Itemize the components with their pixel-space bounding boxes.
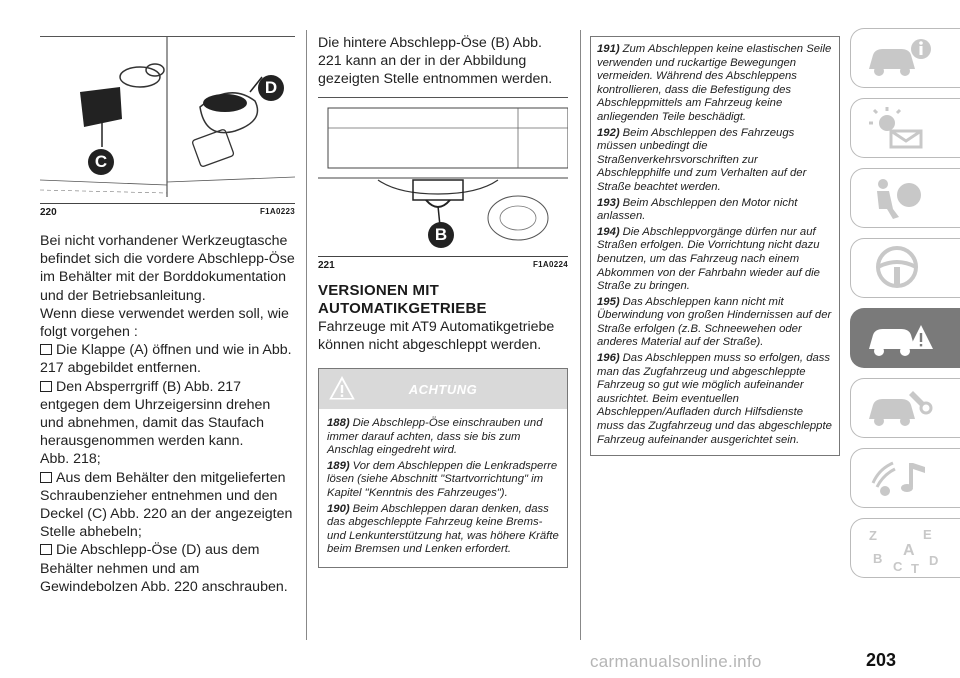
airbag-safety-icon: [865, 175, 935, 221]
figure-id: F1A0224: [532, 259, 568, 269]
note-text: Das Abschleppen muss so erfolgen, dass man das Zugfahrzeug und abgeschleppte Fahrzeug so gut wie möglich aufeinander ausrichtet. Beim eventuellen Abschleppen/Aufladen durch Hilfsdienste muss das Zugfahrzeug und das abgeschleppte Fahrzeug aufeinander ausgerichtet sein.: [597, 352, 832, 446]
figure-number: 220: [40, 207, 57, 218]
warning-notes: [319, 409, 567, 567]
car-info-icon: [865, 35, 935, 81]
note-text: Beim Abschleppen den Motor nicht anlassen.: [597, 196, 798, 223]
figure-220-illustration: [40, 37, 295, 197]
warning-note: [597, 352, 833, 447]
warning-box: [318, 368, 568, 568]
note-number: 194): [597, 225, 620, 238]
tab-airbag-safety[interactable]: [850, 168, 960, 228]
warning-note: [597, 127, 833, 195]
steering-wheel-icon: [865, 245, 935, 291]
figure-id: F1A0223: [259, 207, 295, 216]
note-text: Die Abschlepp-Öse einschrauben und immer darauf achten, dass sie bis zum Anschlag eingedreht wird.: [327, 417, 543, 457]
chapter-tabs: [850, 28, 960, 588]
note-number: 195): [597, 295, 620, 308]
index-letter: T: [911, 561, 919, 575]
note-text: Beim Abschleppen des Fahrzeugs müssen unbedingt die Straßenverkehrsvorschriften zur Abschlepphilfe und zum Verhalten auf der Straße beachtet werden.: [597, 126, 807, 193]
tab-dashboard-lights[interactable]: [850, 98, 960, 158]
warning-note: [597, 226, 833, 294]
dashboard-lights-icon: [865, 105, 935, 151]
section-heading: VERSIONEN MIT AUTOMATIKGETRIEBE: [318, 281, 487, 317]
bullet-item: Die Klappe (A) öffnen und wie in Abb. 217 abgebildet entfernen.: [40, 341, 295, 377]
body-text: [40, 232, 295, 596]
figure-221: [318, 97, 568, 272]
page-number: 203: [866, 650, 897, 670]
index-letter: A: [903, 542, 915, 559]
warning-note: [327, 503, 561, 557]
note-text: Zum Abschleppen keine elastischen Seile verwenden und ruckartige Bewegungen vermeiden. Während des Abschleppens kontrollieren, dass die Befestigung des Abschleppmittels am Fahrzeug keine anliegenden Teile beschädigt.: [597, 43, 832, 123]
figure-label-c: C: [88, 149, 114, 175]
note-text: Die Abschleppvorgänge dürfen nur auf Straßen erfolgen. Die Vorrichtung nicht dazu benutzen, um das Fahrzeug nach einem Abkommen von der Fahrbahn wieder auf die Straße zu bringen.: [597, 225, 820, 293]
bullet-item: Aus dem Behälter den mitgelieferten Schraubenzieher entnehmen und den Deckel (C) Abb. 220 an der angezeigten Stelle abhebeln;: [40, 469, 295, 542]
note-number: 191): [597, 43, 620, 55]
note-text: Das Abschleppen kann nicht mit Überwindung von großen Hindernissen auf der Straße erfolgen (z.B. Schneewehen oder anderes Material auf der Straße).: [597, 295, 832, 349]
figure-label-b: B: [428, 222, 454, 248]
bullet-item: Den Absperrgriff (B) Abb. 217 entgegen dem Uhrzeigersinn drehen und abnehmen, damit das Staufach herausgenommen werden kann.: [40, 378, 295, 451]
watermark: carmanualsonline.info: [590, 652, 762, 671]
tab-steering-wheel[interactable]: [850, 238, 960, 298]
figure-220: [40, 36, 295, 233]
warning-header: [319, 369, 567, 409]
note-text: Beim Abschleppen daran denken, dass das abgeschleppte Fahrzeug keine Brems- und Lenkunterstützung hat, was höhere Kräfte beim Bremsen und Lenken erfordert.: [327, 502, 559, 556]
column-middle: [318, 0, 568, 568]
index-letter: C: [893, 559, 903, 574]
section-text: [318, 318, 568, 354]
column-right: [590, 0, 840, 456]
index-letter: B: [873, 551, 883, 566]
tab-car-info[interactable]: [850, 28, 960, 88]
index-letters-icon: [865, 525, 945, 575]
column-divider: [580, 30, 581, 640]
paragraph: Fahrzeuge mit AT9 Automatikgetriebe können nicht abgeschleppt werden.: [318, 318, 555, 353]
column-divider: [306, 30, 307, 640]
tab-breakdown[interactable]: [850, 308, 960, 368]
paragraph: Wenn diese verwendet werden soll, wie folgt vorgehen :: [40, 305, 289, 341]
note-number: 193): [597, 196, 620, 209]
warning-note: [597, 296, 833, 350]
figure-caption: [318, 256, 568, 271]
paragraph: Bei nicht vorhandener Werkzeugtasche befindet sich die vordere Abschlepp-Öse im Behälter mit der Borddokumentation und der Betriebsanleitung.: [40, 233, 295, 304]
column-left: [40, 0, 295, 596]
paragraph: Die hintere Abschlepp-Öse (B) Abb. 221 kann an der in der Abbildung gezeigten Stelle entnommen werden.: [318, 35, 553, 88]
warning-note: [327, 460, 561, 501]
bullet-item: Die Abschlepp-Öse (D) aus dem Behälter nehmen und am Gewindebolzen Abb. 220 anschrauben.: [40, 541, 295, 596]
warning-triangle-icon: [329, 376, 355, 405]
figure-number: 221: [318, 259, 335, 271]
figure-caption: [40, 203, 295, 218]
note-number: 192): [597, 126, 620, 139]
multimedia-icon: [865, 455, 935, 501]
intro-text: [318, 34, 568, 89]
figure-label-d: D: [258, 75, 284, 101]
tab-maintenance[interactable]: [850, 378, 960, 438]
bullet-continuation: Abb. 218;: [40, 451, 101, 468]
note-number: 188): [327, 417, 350, 430]
warning-note: [327, 417, 561, 458]
tab-index[interactable]: [850, 518, 960, 578]
maintenance-car-icon: [865, 385, 935, 431]
index-letter: E: [923, 527, 932, 542]
tab-multimedia[interactable]: [850, 448, 960, 508]
note-number: 196): [597, 352, 620, 365]
index-letter: D: [929, 553, 939, 568]
breakdown-car-icon: [865, 315, 935, 361]
notes-box: [590, 36, 840, 456]
note-number: 189): [327, 459, 350, 472]
index-letter: Z: [869, 528, 877, 543]
warning-note: [597, 197, 833, 224]
note-text: Vor dem Abschleppen die Lenkradsperre lösen (siehe Abschnitt "Startvorrichtung" im Kapitel "Kenntnis des Fahrzeuges").: [327, 459, 558, 499]
note-number: 190): [327, 502, 350, 515]
warning-note: [597, 43, 833, 125]
warning-title: ACHTUNG: [408, 381, 478, 397]
